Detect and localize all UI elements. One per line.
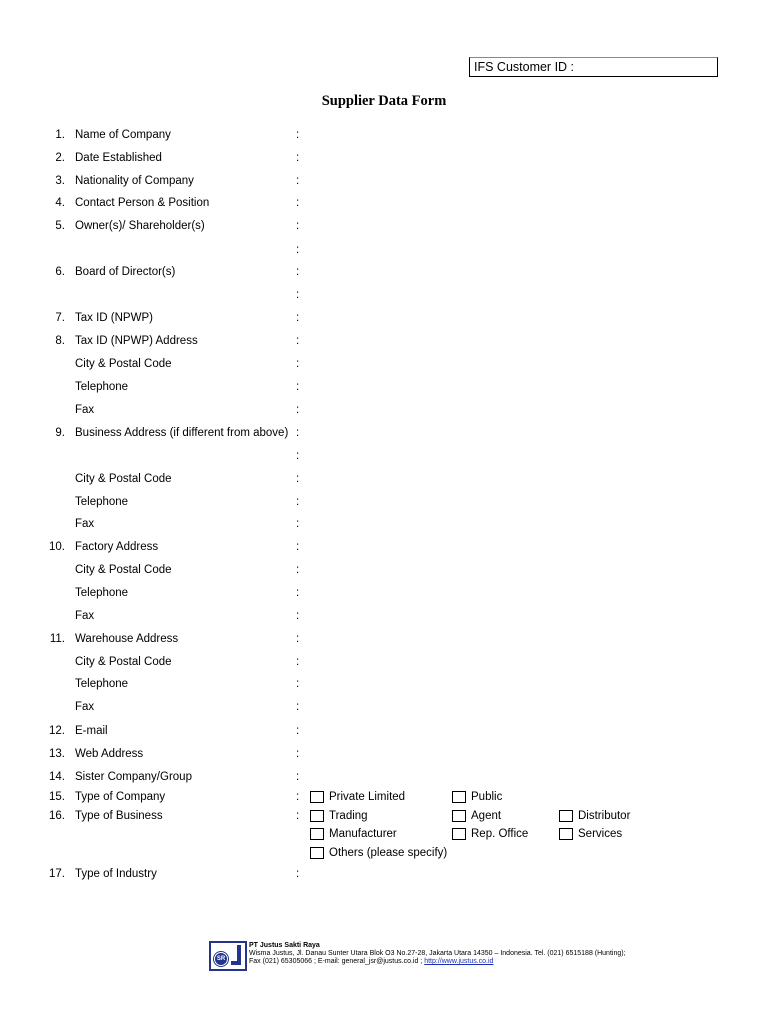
row-number: 14. bbox=[49, 771, 65, 783]
row-colon: : bbox=[296, 404, 300, 416]
row-number: 4. bbox=[55, 197, 65, 209]
row-colon: : bbox=[296, 450, 300, 462]
row-number: 8. bbox=[55, 335, 65, 347]
manufacturer-checkbox[interactable] bbox=[310, 828, 324, 840]
row-label: Warehouse Address bbox=[75, 633, 179, 645]
row-colon: : bbox=[296, 335, 300, 347]
row-label: Web Address bbox=[75, 748, 144, 760]
public-checkbox[interactable] bbox=[452, 791, 466, 803]
row-label: Business Address (if different from above) bbox=[75, 427, 289, 439]
row-label: City & Postal Code bbox=[75, 564, 172, 576]
row-colon: : bbox=[296, 244, 300, 256]
row-colon: : bbox=[296, 289, 300, 301]
footer-website-link[interactable]: http://www.justus.co.id bbox=[424, 958, 494, 965]
row-colon: : bbox=[296, 678, 300, 690]
row-colon: : bbox=[296, 129, 300, 141]
row-colon: : bbox=[296, 152, 300, 164]
footer-contact bbox=[249, 958, 689, 966]
agent-label: Agent bbox=[471, 810, 502, 822]
row-label: Contact Person & Position bbox=[75, 197, 210, 209]
row-number: 6. bbox=[55, 266, 65, 278]
row-number: 11. bbox=[49, 633, 65, 645]
company-logo bbox=[209, 941, 247, 971]
row-colon: : bbox=[296, 587, 300, 599]
row-number: 7. bbox=[55, 312, 65, 324]
row-colon: : bbox=[296, 610, 300, 622]
row-label: Tax ID (NPWP) bbox=[75, 312, 153, 324]
row-colon: : bbox=[296, 791, 300, 803]
row-label: Telephone bbox=[75, 381, 129, 393]
row-number: 1. bbox=[55, 129, 65, 141]
trading-label: Trading bbox=[329, 810, 368, 822]
row-label: Factory Address bbox=[75, 541, 159, 553]
row-colon: : bbox=[296, 748, 300, 760]
row-label: Telephone bbox=[75, 496, 129, 508]
row-number: 17. bbox=[49, 868, 65, 880]
row-number: 16. bbox=[49, 810, 65, 822]
services-checkbox[interactable] bbox=[559, 828, 573, 840]
ifs-customer-id-field[interactable] bbox=[469, 57, 718, 77]
footer-text bbox=[249, 942, 689, 966]
row-colon: : bbox=[296, 656, 300, 668]
row-label: Nationality of Company bbox=[75, 175, 194, 187]
row-label: Type of Industry bbox=[75, 868, 157, 880]
row-number: 12. bbox=[49, 725, 65, 737]
row-colon: : bbox=[296, 810, 300, 822]
row-colon: : bbox=[296, 266, 300, 278]
private-limited-label: Private Limited bbox=[329, 791, 406, 803]
row-label: Fax bbox=[75, 701, 95, 713]
rep-office-checkbox[interactable] bbox=[452, 828, 466, 840]
public-label: Public bbox=[471, 791, 503, 803]
footer-company-name: PT Justus Sakti Raya bbox=[249, 942, 320, 949]
row-label: Telephone bbox=[75, 678, 129, 690]
row-label: Owner(s)/ Shareholder(s) bbox=[75, 220, 205, 232]
distributor-label: Distributor bbox=[578, 810, 631, 822]
row-colon: : bbox=[296, 358, 300, 370]
row-label: Sister Company/Group bbox=[75, 771, 192, 783]
row-number: 3. bbox=[55, 175, 65, 187]
row-number: 5. bbox=[55, 220, 65, 232]
footer-fax-email: Fax (021) 65305066 ; E-mail: general_jsr@justus.co.id ; bbox=[249, 958, 423, 965]
row-colon: : bbox=[296, 771, 300, 783]
row-label: City & Postal Code bbox=[75, 656, 172, 668]
agent-checkbox[interactable] bbox=[452, 810, 466, 822]
row-label: City & Postal Code bbox=[75, 473, 172, 485]
manufacturer-label: Manufacturer bbox=[329, 828, 397, 840]
row-number: 15. bbox=[49, 791, 65, 803]
row-colon: : bbox=[296, 427, 300, 439]
trading-checkbox[interactable] bbox=[310, 810, 324, 822]
services-label: Services bbox=[578, 828, 623, 840]
row-colon: : bbox=[296, 197, 300, 209]
row-colon: : bbox=[296, 381, 300, 393]
row-label: Fax bbox=[75, 610, 95, 622]
others-checkbox[interactable] bbox=[310, 847, 324, 859]
row-colon: : bbox=[296, 518, 300, 530]
row-colon: : bbox=[296, 541, 300, 553]
row-colon: : bbox=[296, 496, 300, 508]
row-colon: : bbox=[296, 220, 300, 232]
row-label: Board of Director(s) bbox=[75, 266, 176, 278]
logo-circle bbox=[213, 951, 229, 967]
row-colon: : bbox=[296, 175, 300, 187]
private-limited-checkbox[interactable] bbox=[310, 791, 324, 803]
row-number: 9. bbox=[55, 427, 65, 439]
logo-j-mark bbox=[231, 945, 241, 965]
rep-office-label: Rep. Office bbox=[471, 828, 529, 840]
row-label: Fax bbox=[75, 518, 95, 530]
row-label: Fax bbox=[75, 404, 95, 416]
row-label: Telephone bbox=[75, 587, 129, 599]
row-number: 10. bbox=[49, 541, 65, 553]
footer-address: Wisma Justus, Jl. Danau Sunter Utara Blok O3 No.27-28, Jakarta Utara 14350 – Indonesia. Tel. (021) 6515188 (Hunting); bbox=[249, 950, 626, 957]
form-title: Supplier Data Form bbox=[321, 93, 447, 109]
others-label: Others (please specify) bbox=[329, 847, 448, 859]
row-label: E-mail bbox=[75, 725, 108, 737]
distributor-checkbox[interactable] bbox=[559, 810, 573, 822]
row-colon: : bbox=[296, 868, 300, 880]
row-colon: : bbox=[296, 725, 300, 737]
row-number: 13. bbox=[49, 748, 65, 760]
row-colon: : bbox=[296, 564, 300, 576]
row-label: Type of Company bbox=[75, 791, 166, 803]
row-label: City & Postal Code bbox=[75, 358, 172, 370]
row-colon: : bbox=[296, 633, 300, 645]
row-label: Tax ID (NPWP) Address bbox=[75, 335, 198, 347]
row-colon: : bbox=[296, 312, 300, 324]
row-number: 2. bbox=[55, 152, 65, 164]
row-label: Date Established bbox=[75, 152, 162, 164]
row-colon: : bbox=[296, 701, 300, 713]
row-label: Name of Company bbox=[75, 129, 171, 141]
row-colon: : bbox=[296, 473, 300, 485]
ifs-customer-id-label: IFS Customer ID : bbox=[474, 60, 575, 74]
row-label: Type of Business bbox=[75, 810, 163, 822]
logo-text: SR bbox=[214, 952, 228, 966]
